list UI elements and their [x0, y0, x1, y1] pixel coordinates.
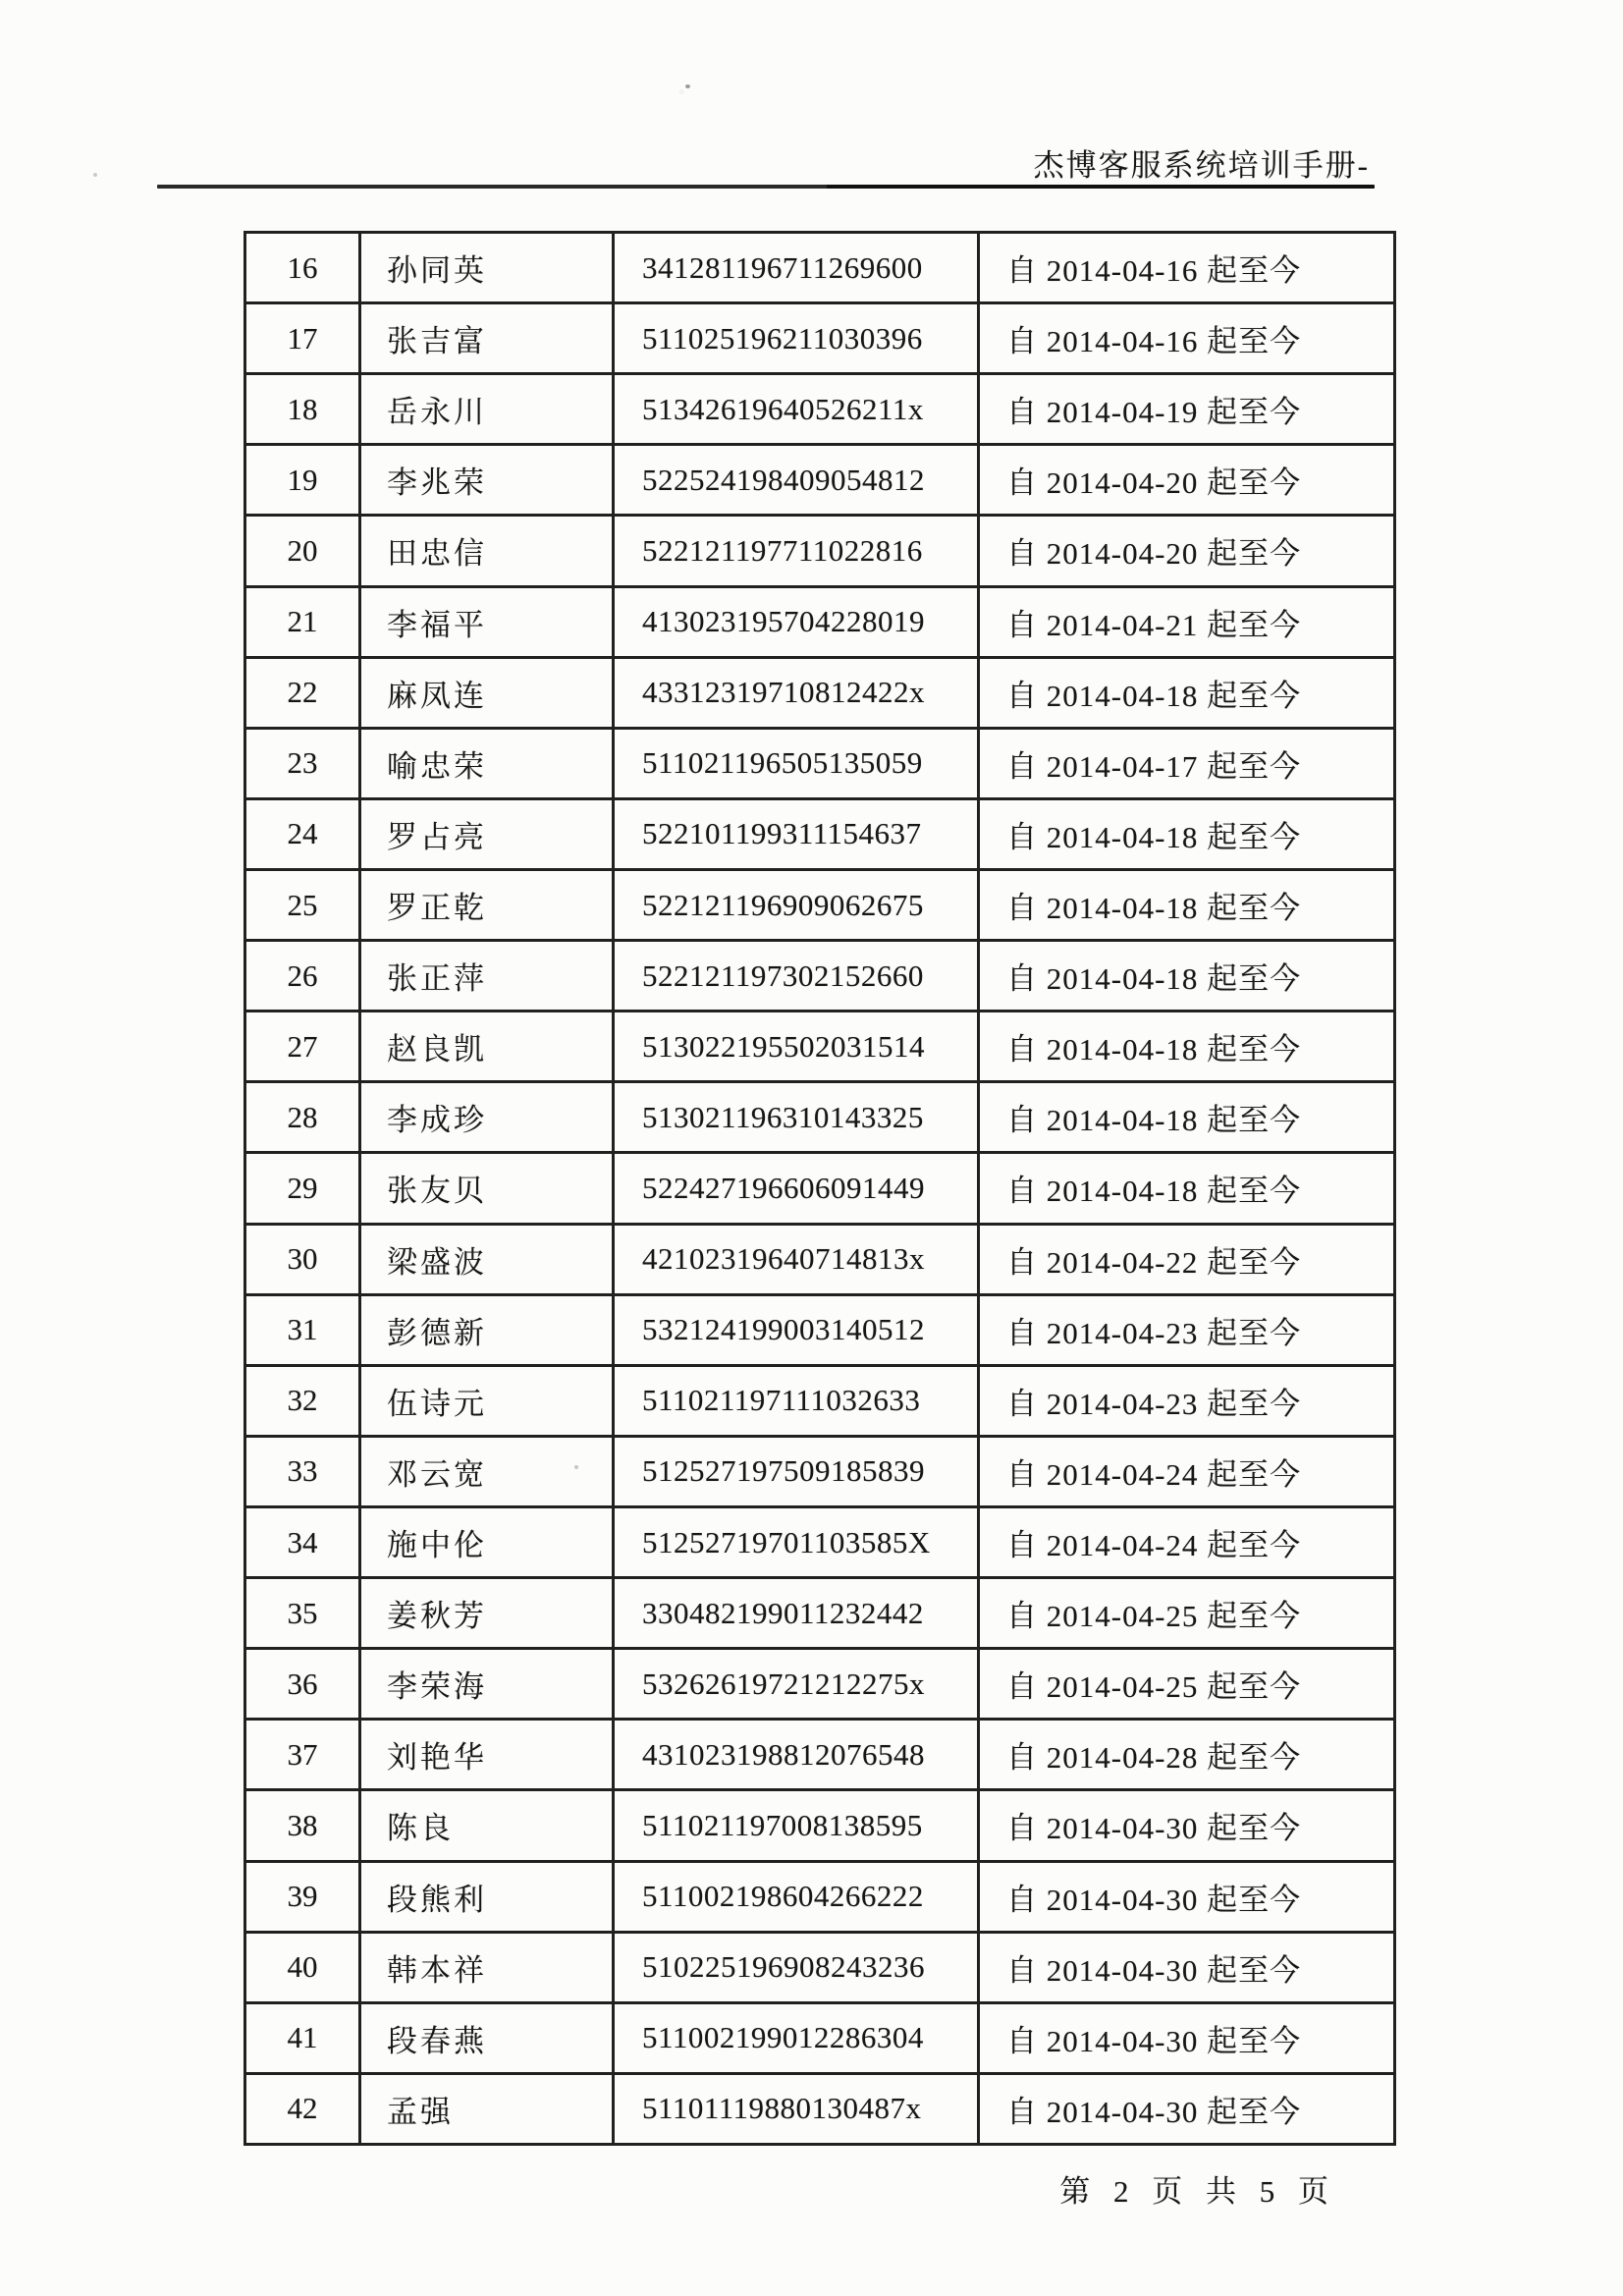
id-number: 413023195704228019 [614, 586, 979, 657]
table-row [245, 1720, 1395, 1790]
row-number: 26 [245, 941, 360, 1011]
id-number: 522427196606091449 [614, 1153, 979, 1224]
employment-period: 自 2014-04-30 起至今 [979, 1861, 1395, 1932]
employment-period: 自 2014-04-24 起至今 [979, 1506, 1395, 1577]
employment-period: 自 2014-04-18 起至今 [979, 798, 1395, 869]
id-number: 522121197711022816 [614, 516, 979, 586]
id-number: 522101199311154637 [614, 798, 979, 869]
person-name: 韩本祥 [360, 1932, 614, 2002]
id-number: 532124199003140512 [614, 1294, 979, 1365]
id-number: 42102319640714813x [614, 1224, 979, 1294]
table-row [245, 1365, 1395, 1436]
employment-period: 自 2014-04-22 起至今 [979, 1224, 1395, 1294]
employment-period: 自 2014-04-18 起至今 [979, 657, 1395, 728]
row-number: 32 [245, 1365, 360, 1436]
row-number: 17 [245, 303, 360, 374]
employment-period: 自 2014-04-23 起至今 [979, 1365, 1395, 1436]
table-row [245, 233, 1395, 303]
id-number: 341281196711269600 [614, 233, 979, 303]
person-name: 李福平 [360, 586, 614, 657]
employment-period: 自 2014-04-30 起至今 [979, 2073, 1395, 2144]
person-name: 罗正乾 [360, 869, 614, 940]
table-row [245, 941, 1395, 1011]
table-row [245, 1932, 1395, 2002]
id-number: 511002198604266222 [614, 1861, 979, 1932]
id-number: 51252719701103585X [614, 1506, 979, 1577]
id-number: 330482199011232442 [614, 1578, 979, 1649]
employment-period: 自 2014-04-30 起至今 [979, 1790, 1395, 1861]
scan-speck [93, 173, 97, 177]
person-name: 赵良凯 [360, 1011, 614, 1082]
table-row [245, 303, 1395, 374]
id-number: 510225196908243236 [614, 1932, 979, 2002]
id-number: 511025196211030396 [614, 303, 979, 374]
person-name: 麻凤连 [360, 657, 614, 728]
person-name: 李兆荣 [360, 445, 614, 516]
employment-period: 自 2014-04-21 起至今 [979, 586, 1395, 657]
employment-period: 自 2014-04-18 起至今 [979, 1082, 1395, 1153]
id-number: 513022195502031514 [614, 1011, 979, 1082]
personnel-roster-table [243, 231, 1396, 2146]
table-row [245, 516, 1395, 586]
document-header-title: 杰博客服系统培训手册- [1033, 148, 1370, 183]
person-name: 李成珍 [360, 1082, 614, 1153]
row-number: 42 [245, 2073, 360, 2144]
employment-period: 自 2014-04-30 起至今 [979, 2002, 1395, 2073]
row-number: 19 [245, 445, 360, 516]
table-row [245, 586, 1395, 657]
id-number: 522121197302152660 [614, 941, 979, 1011]
person-name: 张吉富 [360, 303, 614, 374]
person-name: 张友贝 [360, 1153, 614, 1224]
table-row [245, 1294, 1395, 1365]
person-name: 段春燕 [360, 2002, 614, 2073]
id-number: 43312319710812422x [614, 657, 979, 728]
person-name: 李荣海 [360, 1649, 614, 1720]
row-number: 36 [245, 1649, 360, 1720]
table-row [245, 728, 1395, 798]
person-name: 邓云宽 [360, 1436, 614, 1506]
employment-period: 自 2014-04-25 起至今 [979, 1649, 1395, 1720]
id-number: 53262619721212275x [614, 1649, 979, 1720]
person-name: 喻忠荣 [360, 728, 614, 798]
employment-period: 自 2014-04-25 起至今 [979, 1578, 1395, 1649]
table-row [245, 657, 1395, 728]
id-number: 513021196310143325 [614, 1082, 979, 1153]
employment-period: 自 2014-04-23 起至今 [979, 1294, 1395, 1365]
person-name: 伍诗元 [360, 1365, 614, 1436]
person-name: 梁盛波 [360, 1224, 614, 1294]
id-number: 522121196909062675 [614, 869, 979, 940]
row-number: 38 [245, 1790, 360, 1861]
id-number: 51101119880130487x [614, 2073, 979, 2144]
table-row [245, 869, 1395, 940]
employment-period: 自 2014-04-18 起至今 [979, 1153, 1395, 1224]
row-number: 23 [245, 728, 360, 798]
id-number: 511021197008138595 [614, 1790, 979, 1861]
employment-period: 自 2014-04-30 起至今 [979, 1932, 1395, 2002]
employment-period: 自 2014-04-18 起至今 [979, 1011, 1395, 1082]
row-number: 34 [245, 1506, 360, 1577]
employment-period: 自 2014-04-18 起至今 [979, 869, 1395, 940]
row-number: 27 [245, 1011, 360, 1082]
row-number: 28 [245, 1082, 360, 1153]
scan-speck [574, 1465, 578, 1469]
row-number: 18 [245, 374, 360, 445]
person-name: 孙同英 [360, 233, 614, 303]
scan-speck [685, 84, 690, 88]
employment-period: 自 2014-04-17 起至今 [979, 728, 1395, 798]
id-number: 511002199012286304 [614, 2002, 979, 2073]
person-name: 刘艳华 [360, 1720, 614, 1790]
row-number: 35 [245, 1578, 360, 1649]
employment-period: 自 2014-04-20 起至今 [979, 445, 1395, 516]
id-number: 51342619640526211x [614, 374, 979, 445]
row-number: 30 [245, 1224, 360, 1294]
row-number: 20 [245, 516, 360, 586]
table-row [245, 2002, 1395, 2073]
row-number: 24 [245, 798, 360, 869]
row-number: 33 [245, 1436, 360, 1506]
person-name: 田忠信 [360, 516, 614, 586]
table-row [245, 374, 1395, 445]
person-name: 张正萍 [360, 941, 614, 1011]
employment-period: 自 2014-04-24 起至今 [979, 1436, 1395, 1506]
person-name: 彭德新 [360, 1294, 614, 1365]
row-number: 31 [245, 1294, 360, 1365]
table-row [245, 1790, 1395, 1861]
row-number: 39 [245, 1861, 360, 1932]
table-row [245, 445, 1395, 516]
id-number: 431023198812076548 [614, 1720, 979, 1790]
table-row [245, 1082, 1395, 1153]
employment-period: 自 2014-04-16 起至今 [979, 233, 1395, 303]
id-number: 522524198409054812 [614, 445, 979, 516]
employment-period: 自 2014-04-18 起至今 [979, 941, 1395, 1011]
employment-period: 自 2014-04-28 起至今 [979, 1720, 1395, 1790]
row-number: 41 [245, 2002, 360, 2073]
person-name: 陈良 [360, 1790, 614, 1861]
row-number: 25 [245, 869, 360, 940]
employment-period: 自 2014-04-16 起至今 [979, 303, 1395, 374]
person-name: 孟强 [360, 2073, 614, 2144]
table-row [245, 1436, 1395, 1506]
row-number: 22 [245, 657, 360, 728]
person-name: 施中伦 [360, 1506, 614, 1577]
id-number: 511021197111032633 [614, 1365, 979, 1436]
person-name: 岳永川 [360, 374, 614, 445]
employment-period: 自 2014-04-19 起至今 [979, 374, 1395, 445]
row-number: 29 [245, 1153, 360, 1224]
person-name: 罗占亮 [360, 798, 614, 869]
row-number: 21 [245, 586, 360, 657]
page-number-footer: 第 2 页 共 5 页 [1059, 2174, 1336, 2209]
person-name: 段熊利 [360, 1861, 614, 1932]
table-row [245, 1506, 1395, 1577]
table-row [245, 1649, 1395, 1720]
table-row [245, 1861, 1395, 1932]
id-number: 511021196505135059 [614, 728, 979, 798]
table-row [245, 2073, 1395, 2144]
table-row [245, 1011, 1395, 1082]
row-number: 40 [245, 1932, 360, 2002]
employment-period: 自 2014-04-20 起至今 [979, 516, 1395, 586]
table-row [245, 1224, 1395, 1294]
row-number: 16 [245, 233, 360, 303]
table-row [245, 1578, 1395, 1649]
table-row [245, 798, 1395, 869]
header-divider-rule [157, 185, 1375, 189]
table-row [245, 1153, 1395, 1224]
id-number: 512527197509185839 [614, 1436, 979, 1506]
row-number: 37 [245, 1720, 360, 1790]
person-name: 姜秋芳 [360, 1578, 614, 1649]
